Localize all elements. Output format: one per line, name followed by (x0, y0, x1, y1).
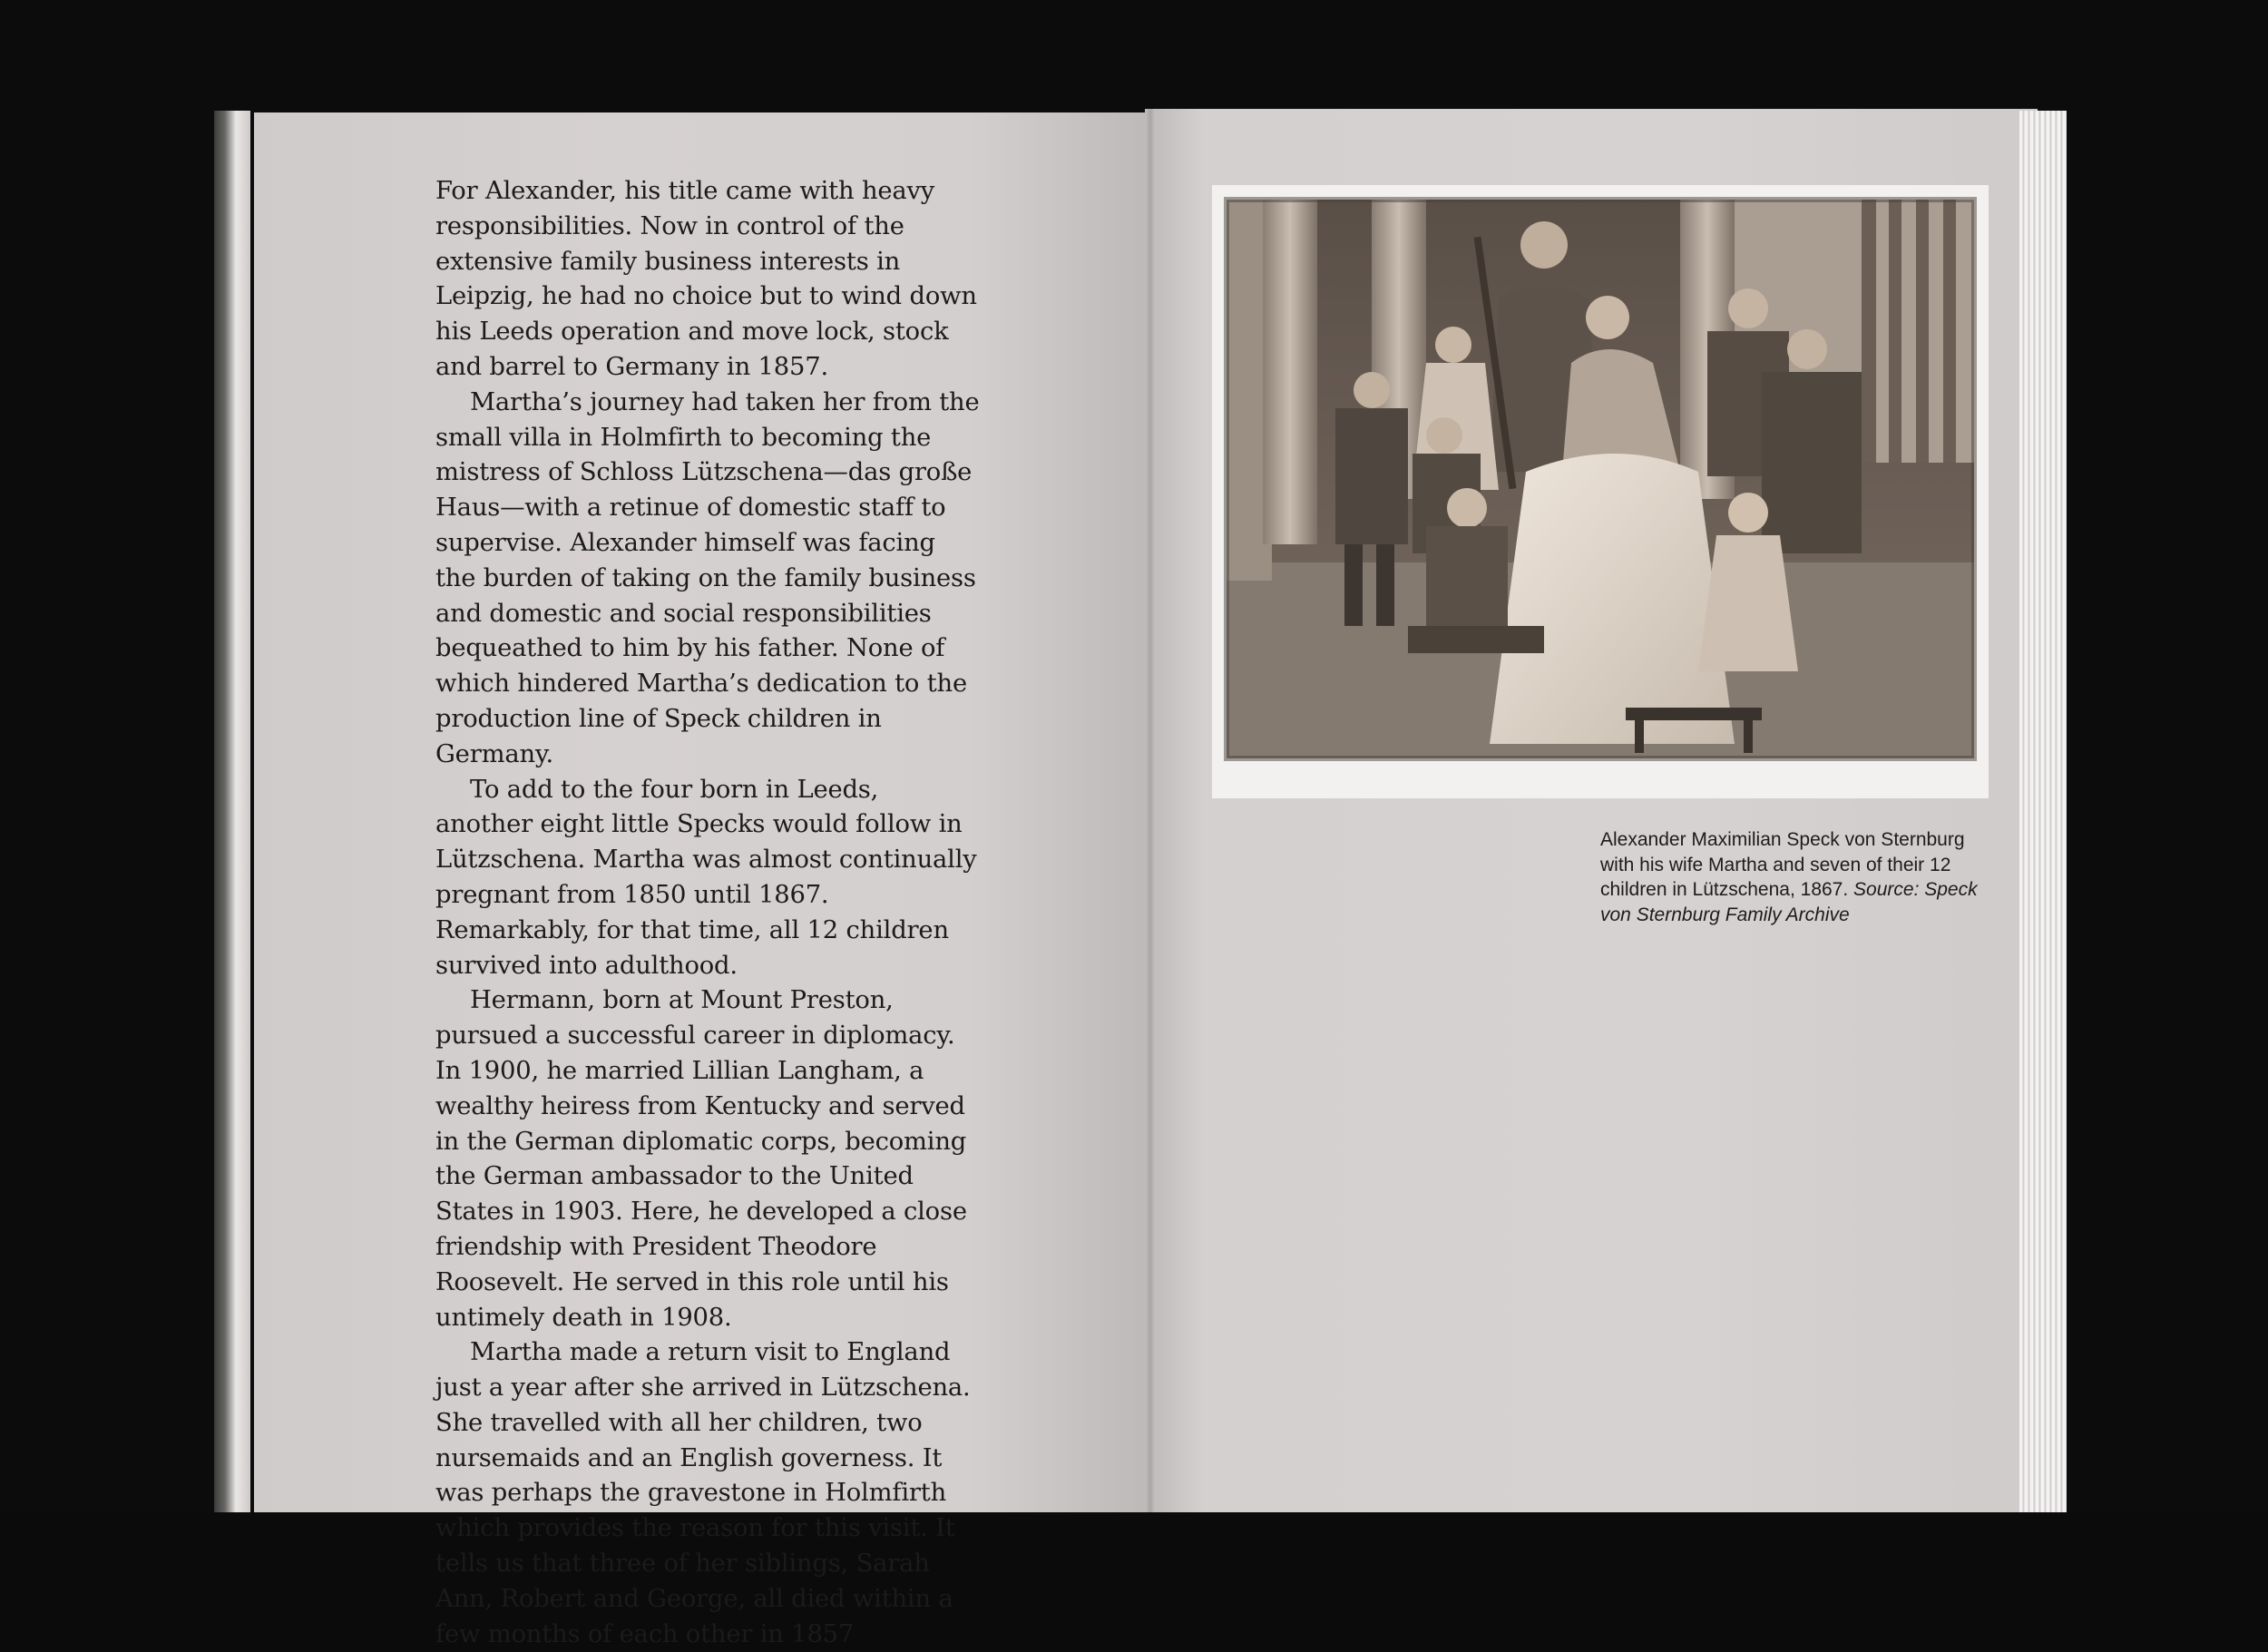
paragraph: Hermann, born at Mount Preston, pursued a successful career in diplomacy. In 1900, he married Lillian Langham, a wealthy heiress from Kentucky and served in the German diplomatic corps, becoming the German ambassador to the United States in 1903. Here, he developed a close friendship with President Theodore Roosevelt. He served in this role until his untimely death in 1908. (435, 986, 967, 1332)
photo-frame (1212, 185, 1989, 798)
caption-source: Source: Speck von Sternburg Family Archive (1600, 879, 1978, 925)
paragraph: To add to the four born in Leeds, another eight little Specks would follow in Lützschena. Martha was almost continually pregnant from 1850 until 1867. Remarkably, for that time, all 12 children survived into adulthood. (435, 775, 977, 980)
paragraph: Martha made a return visit to England just a year after she arrived in Lützschena. She travelled with all her children, two nursemaids and an English governess. It was perhaps the gravestone in Holmfirth which provides the reason for this visit. It tells us that three of her siblings, Sarah Ann, Robert and George, all died within a few months of each other in 1857 (435, 1338, 971, 1648)
photo-caption (1600, 827, 1981, 927)
paragraph: For Alexander, his title came with heavy responsibilities. Now in control of the extensive family business interests in Leipzig, he had no choice but to wind down his Leeds operation and move lock, stock and barrel to Germany in 1857. (435, 177, 977, 381)
book-gutter (1145, 109, 1156, 1512)
paragraph: Martha’s journey had taken her from the small villa in Holmfirth to becoming the mistress of Schloss Lützschena—das große Haus—with a retinue of domestic staff to supervise. Alexander himself was facing the burden of taking on the family business and domestic and social responsibilities bequeathed to him by his father. None of which hindered Martha’s dedication to the production line of Speck children in Germany. (435, 387, 980, 768)
right-page-edge (2019, 111, 2067, 1512)
caption-main: Alexander Maximilian Speck von Sternburg with his wife Martha and seven of their 12 children in Lützschena, 1867. (1600, 829, 1965, 900)
left-page-edge (214, 111, 250, 1512)
family-portrait-photo (1227, 200, 1974, 758)
body-text (435, 174, 980, 1652)
